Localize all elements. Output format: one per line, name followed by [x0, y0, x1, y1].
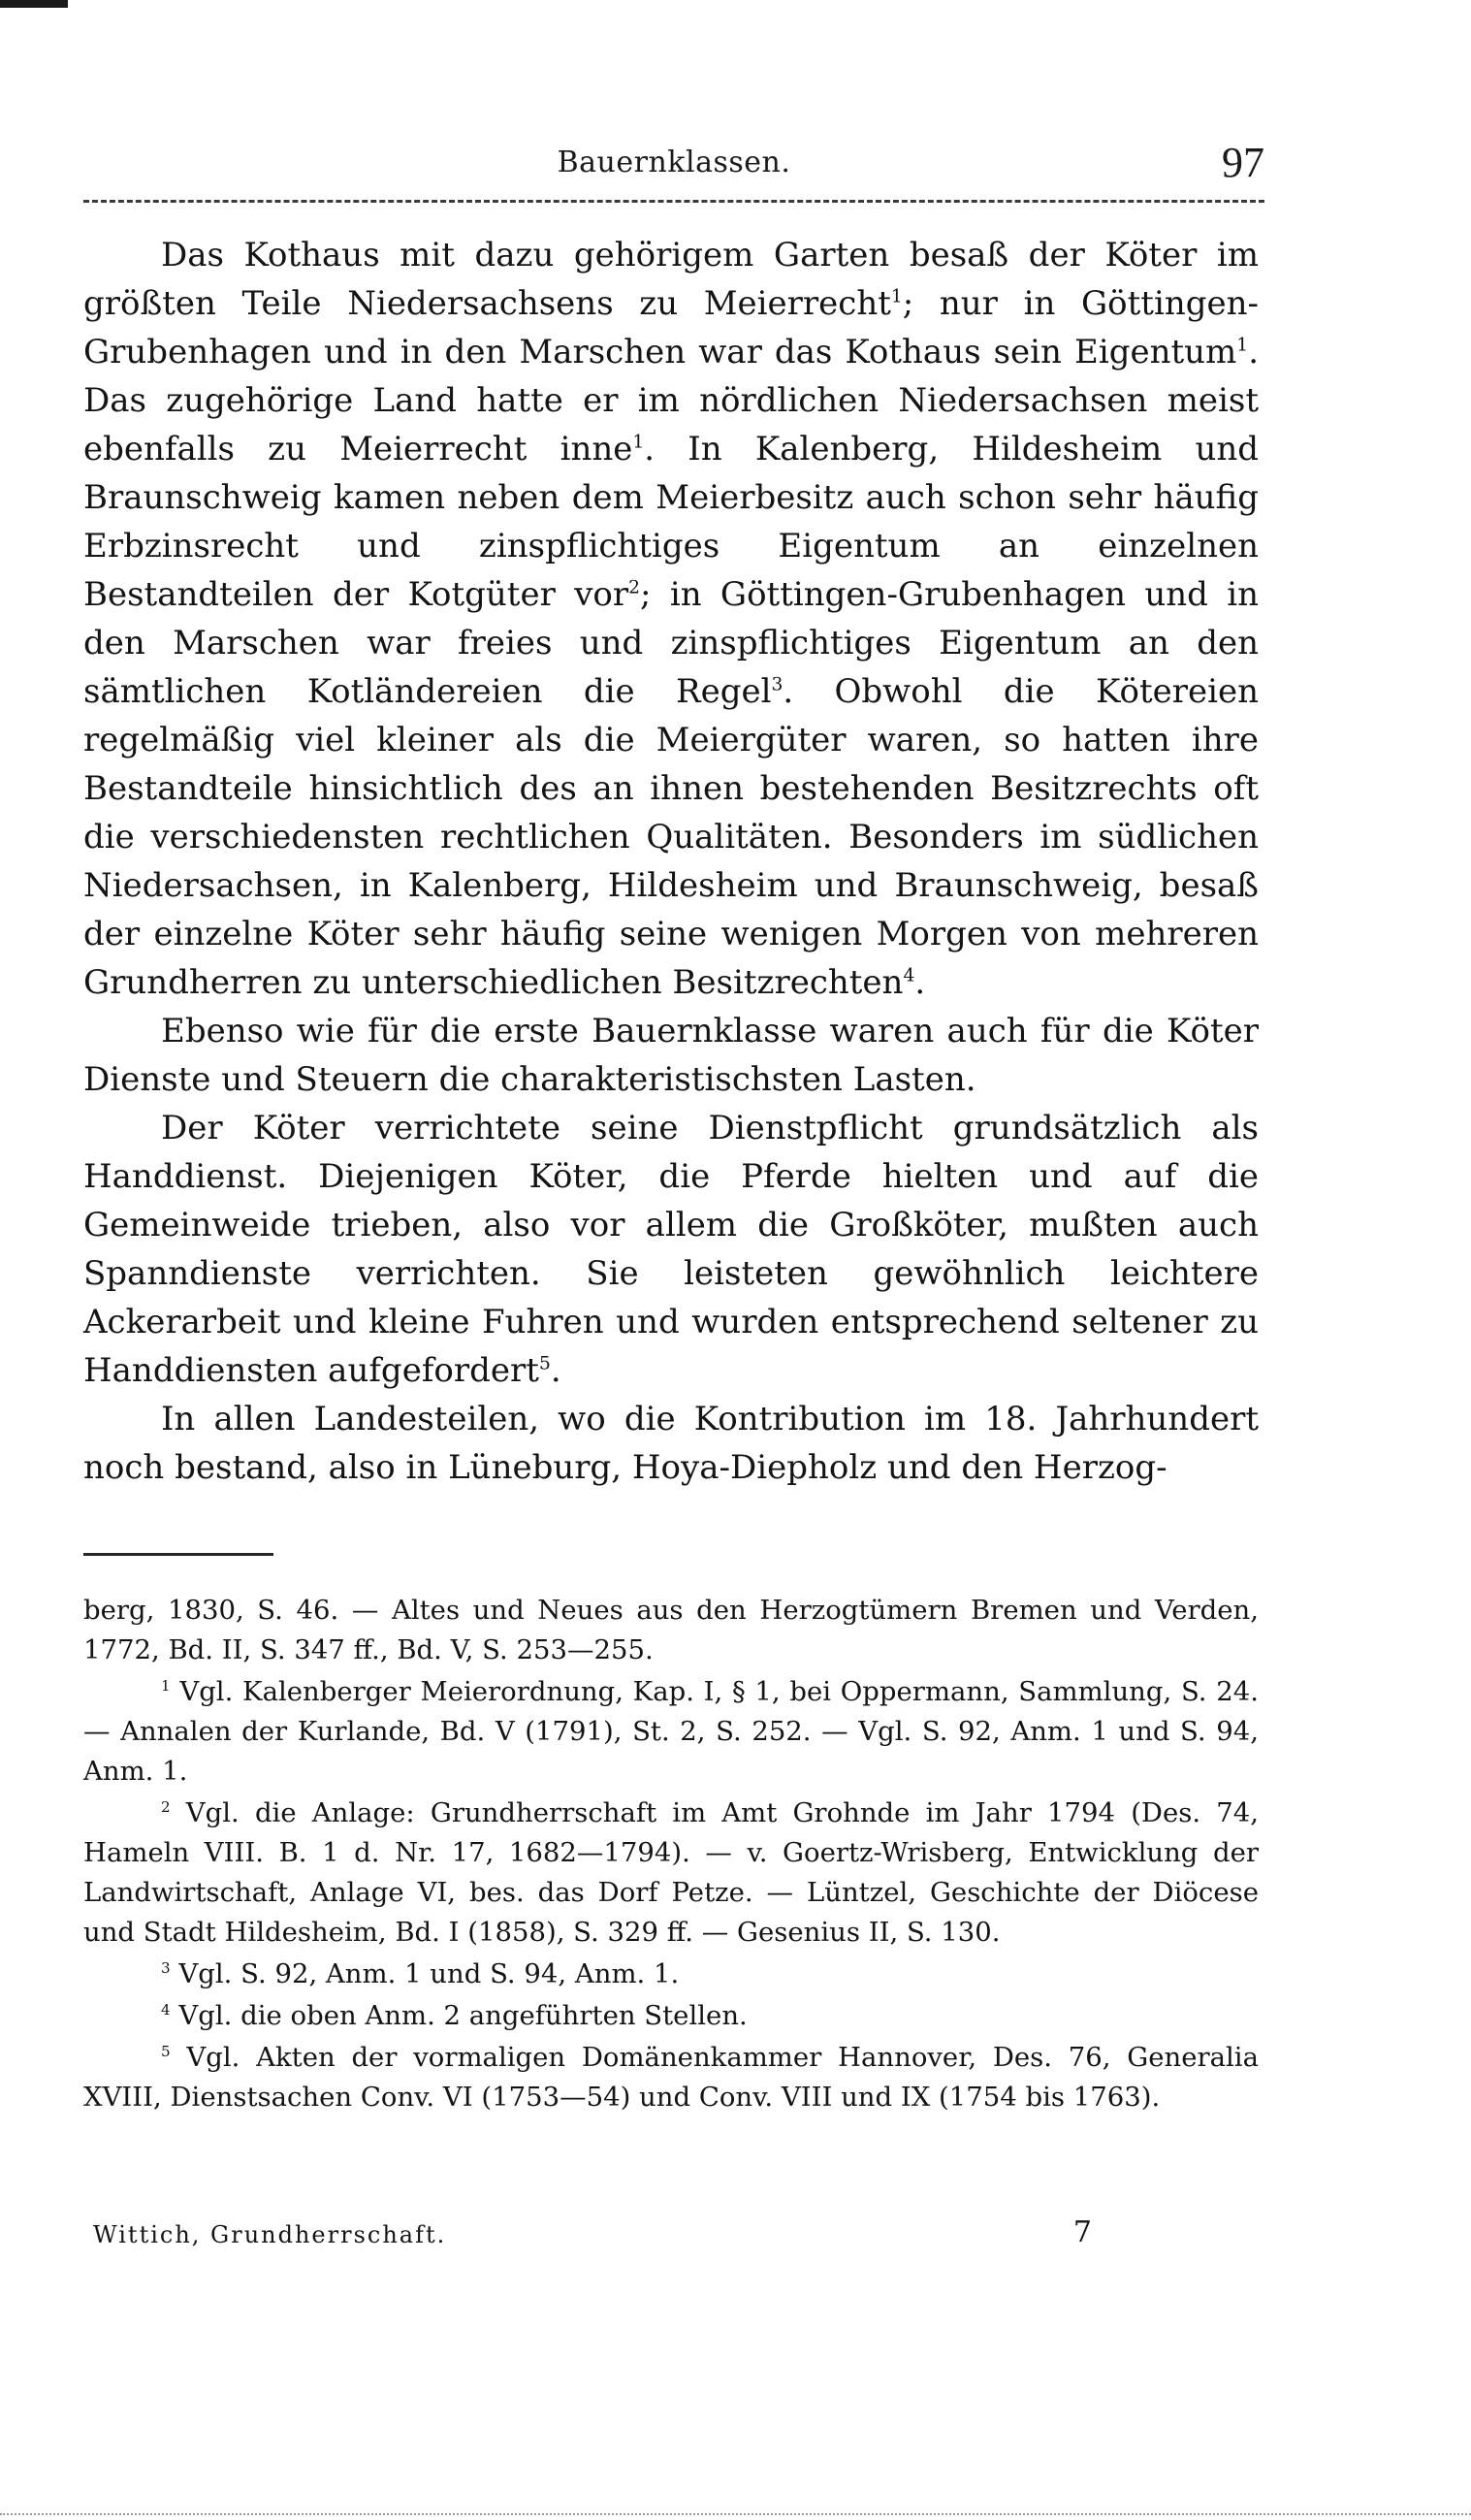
footnote-text: Vgl. Kalenberger Meierordnung, Kap. I, § 1, bei Oppermann, Sammlung, S. 24. — Annalen der Kurlande, Bd. V (1791), St. 2, S. 252. — Vgl. S. 92, Anm. 1 und S. 94, Anm. 1. — [83, 1676, 1259, 1787]
paragraph-1 — [83, 231, 1259, 1007]
footnote-1 — [83, 1672, 1259, 1792]
paragraph-3 — [83, 1104, 1259, 1395]
footnote-ref: 5 — [538, 1353, 551, 1374]
footnote-number: 1 — [161, 1676, 171, 1695]
paragraph-4: In allen Landesteilen, wo die Kontribution im 18. Jahrhundert noch bestand, also in Lüneburg, Hoya-Diepholz und den Herzog- — [83, 1400, 1259, 1487]
footnote-continuation: berg, 1830, S. 46. — Altes und Neues aus den Herzogtümern Bremen und Verden, 1772, Bd. II, S. 347 ff., Bd. V, S. 253—255. — [83, 1595, 1259, 1665]
paragraph-text: . Das zugehörige Land hatte er im nördlichen Niedersachsen meist ebenfalls zu Meierrecht inne — [83, 333, 1259, 468]
footnote-number: 2 — [161, 1797, 171, 1816]
paragraph-text: Das Kothaus mit dazu gehörigem Garten besaß der Köter im größten Teile Niedersachsens zu Meierrecht — [83, 236, 1259, 323]
signature-sheet-number: 7 — [1072, 2215, 1092, 2249]
footnote-ref: 1 — [632, 432, 645, 453]
footnote-ref: 1 — [890, 286, 903, 307]
footnote-ref: 4 — [903, 965, 915, 986]
footnotes — [83, 1591, 1259, 2119]
signature-author: Wittich, Grundherrschaft. — [93, 2221, 447, 2248]
footnote-2 — [83, 1793, 1259, 1953]
footnote-number: 5 — [161, 2042, 171, 2060]
paragraph-text: ; in Göttingen-Grubenhagen und in den Marschen war freies und zinspflichtiges Eigentum an den sämtlichen Kotländereien die Regel — [83, 575, 1259, 711]
footnote-number: 4 — [161, 2000, 171, 2019]
running-header — [83, 136, 1264, 194]
paragraph-text: . Obwohl die Kötereien regelmäßig viel kleiner als die Meiergüter waren, so hatten ihre Bestandteile hinsichtlich des an ihnen bestehenden Besitzrechts oft die verschiedensten rechtlichen Qualitäten. Besonders im südlichen Niedersachsen, in Kalenberg, Hildesheim und Braunschweig, besaß der einzelne Köter sehr häufig seine wenigen Morgen von mehreren Grundherren zu unterschiedlichen Besitzrechten — [83, 672, 1259, 1002]
footnote-3 — [83, 1955, 1259, 1994]
scan-corner-mark — [0, 0, 68, 8]
footnote-4 — [83, 1996, 1259, 2036]
paragraph-2: Ebenso wie für die erste Bauernklasse waren auch für die Köter Dienste und Steuern die charakteristischsten Lasten. — [83, 1012, 1259, 1099]
scan-bottom-edge — [0, 2513, 1471, 2515]
paragraph-text: Der Köter verrichtete seine Dienstpflicht grundsätzlich als Handdienst. Diejenigen Köter, die Pferde hielten und auf die Gemeinweide trieben, also vor allem die Großköter, mußten auch Spanndienste verrichten. Sie leisteten gewöhnlich leichtere Ackerarbeit und kleine Fuhren und wurden entsprechend seltener zu Handdiensten aufgefordert — [83, 1109, 1259, 1390]
paragraph-text: . — [914, 963, 926, 1002]
footnote-ref: 3 — [771, 674, 783, 695]
footnote-ref: 2 — [628, 577, 641, 598]
footnote-text: Vgl. Akten der vormaligen Domänenkammer Hannover, Des. 76, Generalia XVIII, Dienstsachen Conv. VI (1753—54) und Conv. VIII und IX (1754 bis 1763). — [83, 2042, 1259, 2113]
footnote-5 — [83, 2038, 1259, 2117]
paragraph-text: ; nur in Göttingen-Grubenhagen und in den Marschen war das Kothaus sein Eigentum — [83, 284, 1259, 372]
page-number: 97 — [1222, 139, 1264, 186]
footnote-number: 3 — [161, 1958, 171, 1977]
paragraph-text: . — [550, 1351, 561, 1390]
printer-signature-line — [93, 2215, 1092, 2254]
paragraph-text: . In Kalenberg, Hildesheim und Braunschweig kamen neben dem Meierbesitz auch schon sehr häufig Erbzinsrecht und zinspflichtiges Eigentum an einzelnen Bestandteilen der Kotgüter vor — [83, 430, 1259, 614]
footnote-rule — [83, 1553, 273, 1556]
main-text — [83, 231, 1259, 1492]
footnote-text: Vgl. S. 92, Anm. 1 und S. 94, Anm. 1. — [178, 1958, 680, 1989]
footnote-ref: 1 — [1236, 335, 1249, 356]
header-rule — [83, 200, 1264, 203]
footnote-text: Vgl. die Anlage: Grundherrschaft im Amt Grohnde im Jahr 1794 (Des. 74, Hameln VIII. B. 1 d. Nr. 17, 1682—1794). — v. Goertz-Wrisberg, Entwicklung der Landwirtschaft, Anlage VI, bes. das Dorf Petze. — Lüntzel, Geschichte der Diöcese und Stadt Hildesheim, Bd. I (1858), S. 329 ff. — Gesenius II, S. 130. — [83, 1797, 1259, 1948]
footnote-text: Vgl. die oben Anm. 2 angeführten Stellen. — [178, 2000, 748, 2031]
header-title: Bauernklassen. — [557, 145, 791, 179]
